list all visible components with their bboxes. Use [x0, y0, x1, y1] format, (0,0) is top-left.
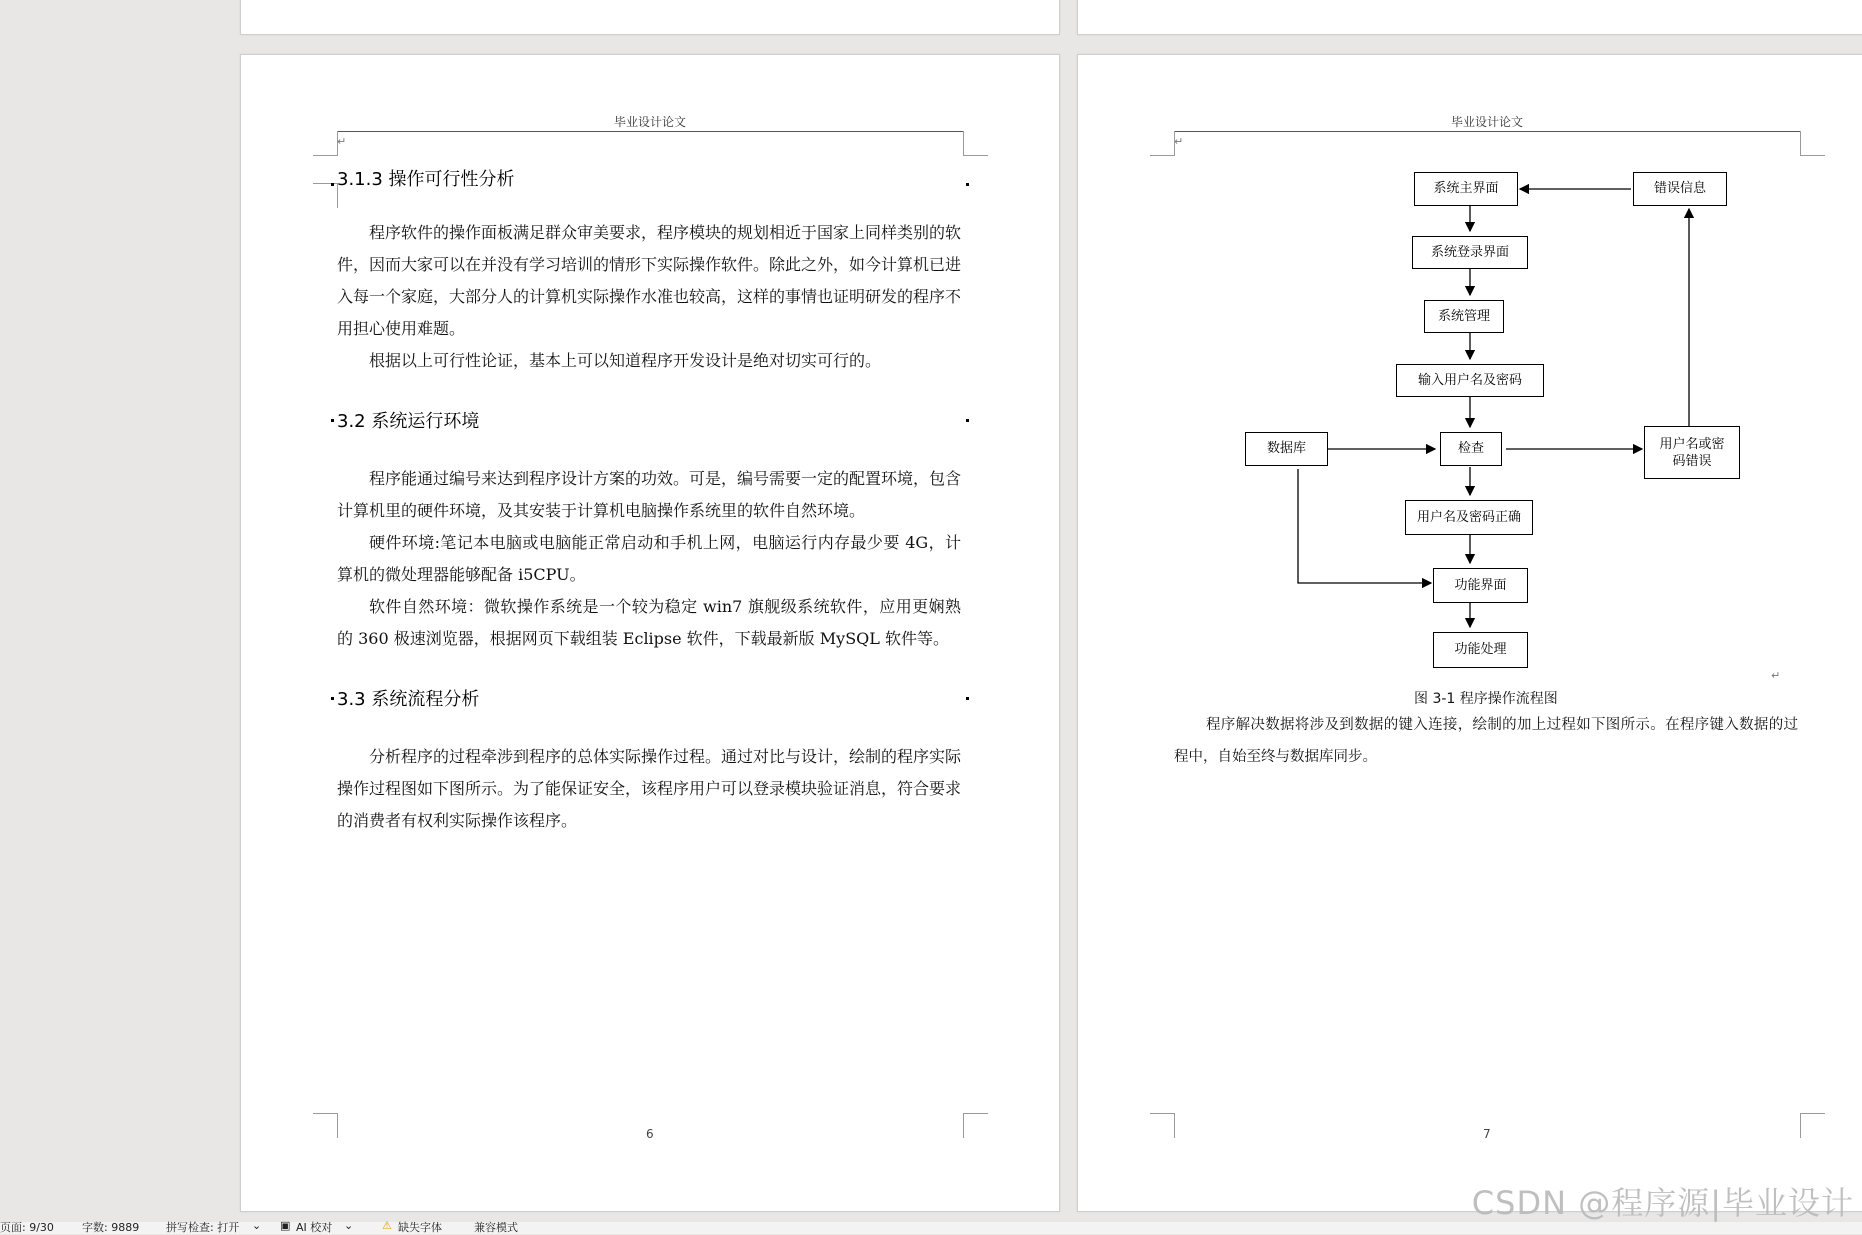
crop-mark-bottom-right: [1800, 1113, 1825, 1138]
paragraph: 硬件环境:笔记本电脑或电脑能正常启动和手机上网，电脑运行内存最少要 4G，计算机的微处理器能够配备 i5CPU。: [337, 533, 961, 584]
status-missing-font[interactable]: 缺失字体: [398, 1221, 442, 1234]
figure-description[interactable]: [1174, 709, 1798, 773]
page-number: 7: [1483, 1127, 1491, 1141]
csdn-watermark: CSDN @程序源|毕业设计: [1471, 1184, 1854, 1222]
chevron-down-icon: ⌄: [344, 1219, 354, 1232]
flow-node-error-info: 错误信息: [1633, 172, 1727, 206]
warning-icon: ⚠: [382, 1219, 392, 1232]
flow-node-main-ui: 系统主界面: [1414, 172, 1518, 206]
flow-node-credentials-wrong: 用户名或密 码错误: [1644, 426, 1740, 479]
bullet-mark: [331, 183, 334, 186]
crop-mark-top-left: [313, 183, 338, 208]
crop-mark-top-left-corner: [313, 131, 338, 156]
previous-page-right-bottom: [1077, 0, 1862, 35]
bullet-mark: [966, 697, 969, 700]
previous-page-left-bottom: [240, 0, 1060, 35]
flow-node-function-ui: 功能界面: [1433, 568, 1528, 603]
status-spell-check[interactable]: 拼写检查: 打开: [166, 1221, 240, 1234]
crop-mark-bottom-right: [963, 1113, 988, 1138]
status-word-count[interactable]: 字数: 9889: [82, 1221, 140, 1234]
paragraph: 程序软件的操作面板满足群众审美要求，程序模块的规划相近于国家上同样类别的软件，因而大家可以在并没有学习培训的情形下实际操作软件。除此之外，如今计算机已进入每一个家庭，大部分人的计算机实际操作水准也较高，这样的事情也证明研发的程序不用担心使用难题。: [337, 223, 962, 338]
status-bar: [0, 1219, 1862, 1234]
paragraph-mark: ↵: [1174, 135, 1184, 148]
flow-node-database: 数据库: [1245, 432, 1328, 466]
paragraph-mark: ↵: [1771, 669, 1781, 682]
crop-mark-top-right-corner: [963, 131, 988, 156]
section-heading: 3.2 系统运行环境: [337, 411, 480, 432]
section-heading: 3.3 系统流程分析: [337, 689, 480, 710]
page-header: 毕业设计论文: [1450, 115, 1523, 129]
section-heading: 3.1.3 操作可行性分析: [337, 169, 515, 190]
paragraph: 程序解决数据将涉及到数据的键入连接，绘制的加上过程如下图所示。在程序键入数据的过程中，自始至终与数据库同步。: [1174, 717, 1798, 765]
paragraph: 分析程序的过程牵涉到程序的总体实际操作过程。通过对比与设计，绘制的程序实际操作过程图如下图所示。为了能保证安全，该程序用户可以登录模块验证消息，符合要求的消费者有权利实际操作该程序。: [337, 747, 962, 830]
document-page-6[interactable]: [240, 54, 1060, 1212]
flow-node-check: 检查: [1440, 432, 1502, 466]
flow-node-sys-mgmt: 系统管理: [1424, 300, 1504, 333]
flow-node-function-process: 功能处理: [1433, 632, 1528, 668]
figure-caption: 图 3-1 程序操作流程图: [1414, 691, 1558, 707]
page-number: 6: [646, 1127, 654, 1141]
proofread-icon: ▣: [280, 1219, 291, 1232]
paragraph: 程序能通过编号来达到程序设计方案的功效。可是，编号需要一定的配置环境，包含计算机里的硬件环境，及其安装于计算机电脑操作系统里的软件自然环境。: [337, 469, 962, 520]
flowchart[interactable]: [1078, 55, 1862, 755]
section-body[interactable]: [337, 217, 961, 377]
status-ai-proof[interactable]: AI 校对: [296, 1221, 333, 1234]
bullet-mark: [966, 183, 969, 186]
paragraph: 根据以上可行性论证，基本上可以知道程序开发设计是绝对切实可行的。: [369, 351, 882, 370]
section-body[interactable]: [337, 463, 961, 655]
flow-node-login-ui: 系统登录界面: [1412, 236, 1528, 269]
paragraph: 软件自然环境：微软操作系统是一个较为稳定 win7 旗舰级系统软件，应用更娴熟的 360 极速浏览器，根据网页下载组装 Eclipse 软件，下载最新版 MySQL 软件等。: [337, 597, 961, 648]
page-header: 毕业设计论文: [613, 115, 686, 129]
section-body[interactable]: [337, 741, 961, 837]
bullet-mark: [331, 419, 334, 422]
bullet-mark: [966, 419, 969, 422]
chevron-down-icon: ⌄: [252, 1219, 262, 1232]
paragraph-mark: ↵: [337, 135, 347, 148]
status-compat-mode: 兼容模式: [474, 1221, 518, 1234]
document-page-7[interactable]: [1077, 54, 1862, 1212]
crop-mark-bottom-left: [313, 1113, 338, 1138]
bullet-mark: [331, 697, 334, 700]
header-rule: [337, 131, 963, 132]
status-page[interactable]: 页面: 9/30: [0, 1221, 54, 1234]
flow-node-input-credentials: 输入用户名及密码: [1396, 364, 1544, 397]
crop-mark-bottom-left: [1150, 1113, 1175, 1138]
flow-node-credentials-ok: 用户名及密码正确: [1405, 500, 1533, 535]
